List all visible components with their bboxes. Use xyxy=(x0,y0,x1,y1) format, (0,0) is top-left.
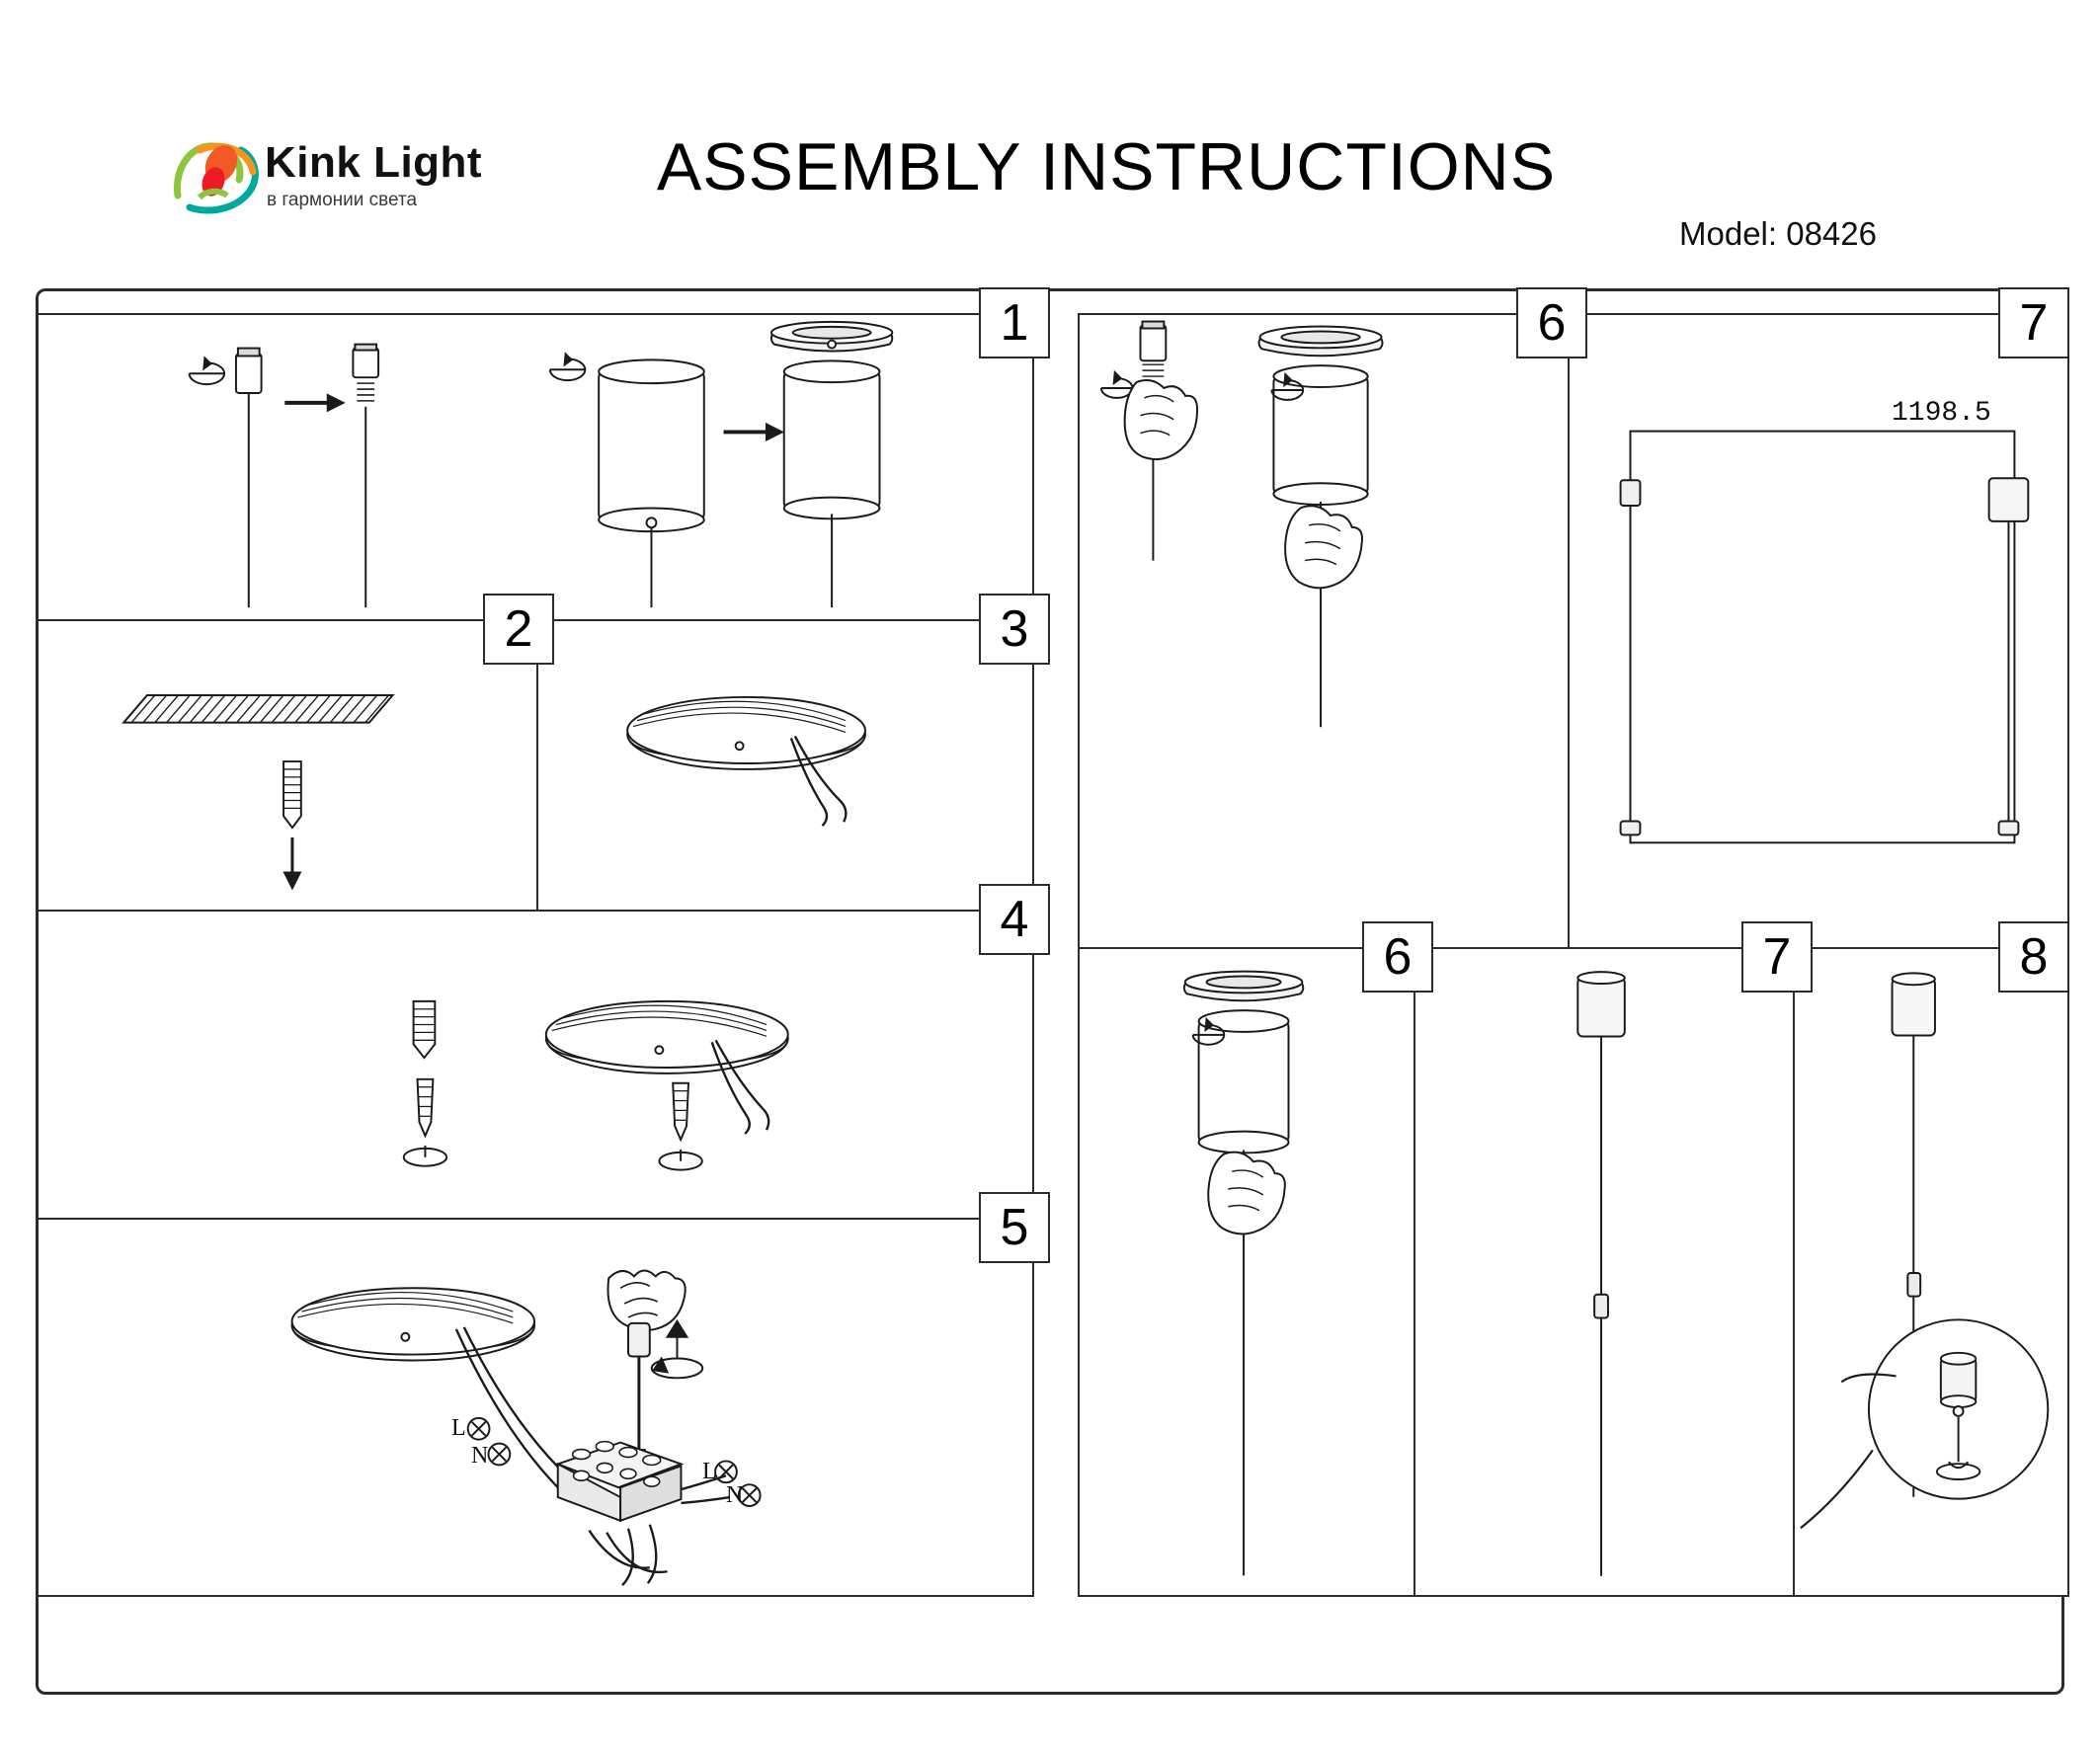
dimension-height-label: 1198.5 xyxy=(1892,398,1991,429)
step-number-text: 8 xyxy=(2019,928,2049,986)
step-number-text: 7 xyxy=(2019,294,2049,352)
step-7-b-number xyxy=(1741,921,1813,993)
step-6-panel xyxy=(1078,313,1572,949)
step-4-number xyxy=(979,884,1050,955)
step-number-text: 6 xyxy=(1537,294,1567,352)
step-7-panel xyxy=(1568,313,2069,949)
step-number-text: 6 xyxy=(1383,928,1413,986)
step-6-b-panel xyxy=(1078,947,1417,1597)
brand-tagline: в гармонии света xyxy=(267,190,418,210)
step-5-panel xyxy=(37,1218,1034,1597)
step-6-b-diagram xyxy=(1080,949,1415,1595)
step-4-diagram xyxy=(39,912,1032,1218)
step-6-b-number xyxy=(1362,921,1433,993)
step-3-diagram xyxy=(538,621,1032,910)
step-2-diagram xyxy=(39,621,536,910)
step-number-text: 1 xyxy=(1000,294,1029,352)
step-6-diagram xyxy=(1080,315,1570,947)
step-7-diagram xyxy=(1570,315,2067,947)
step-3-number xyxy=(979,594,1050,665)
step-7-number xyxy=(1998,287,2069,358)
step-2-number xyxy=(483,594,554,665)
sheet-header xyxy=(0,0,2100,286)
step-number-text: 7 xyxy=(1762,928,1792,986)
page-title: ASSEMBLY INSTRUCTIONS xyxy=(656,129,1557,204)
label-fixture-neutral: N xyxy=(471,1443,489,1469)
step-5-diagram xyxy=(39,1220,1032,1595)
step-number-text: 5 xyxy=(1000,1199,1029,1256)
step-1-diagram xyxy=(39,315,1032,619)
step-number-text: 3 xyxy=(1000,600,1029,658)
step-7-b-panel xyxy=(1413,947,1797,1597)
step-number-text: 4 xyxy=(1000,891,1029,948)
instruction-frame xyxy=(36,288,2064,1695)
label-mains-neutral: N xyxy=(726,1482,744,1508)
step-4-panel xyxy=(37,910,1034,1220)
step-number-text: 2 xyxy=(504,600,533,658)
step-1-number xyxy=(979,287,1050,358)
brand-block xyxy=(170,130,525,239)
brand-name: Kink Light xyxy=(265,138,483,187)
step-1-panel xyxy=(37,313,1034,621)
step-8-diagram xyxy=(1795,949,2067,1595)
model-label: Model: 08426 xyxy=(1679,215,1877,252)
step-3-panel xyxy=(536,619,1034,912)
label-mains-live: L xyxy=(702,1459,717,1484)
kink-light-logo-icon xyxy=(170,134,261,215)
label-fixture-live: L xyxy=(451,1415,466,1441)
step-2-panel xyxy=(37,619,538,912)
step-5-number xyxy=(979,1192,1050,1263)
step-7-b-diagram xyxy=(1415,949,1795,1595)
step-8-number xyxy=(1998,921,2069,993)
step-8-panel xyxy=(1793,947,2069,1597)
step-6-number xyxy=(1516,287,1587,358)
